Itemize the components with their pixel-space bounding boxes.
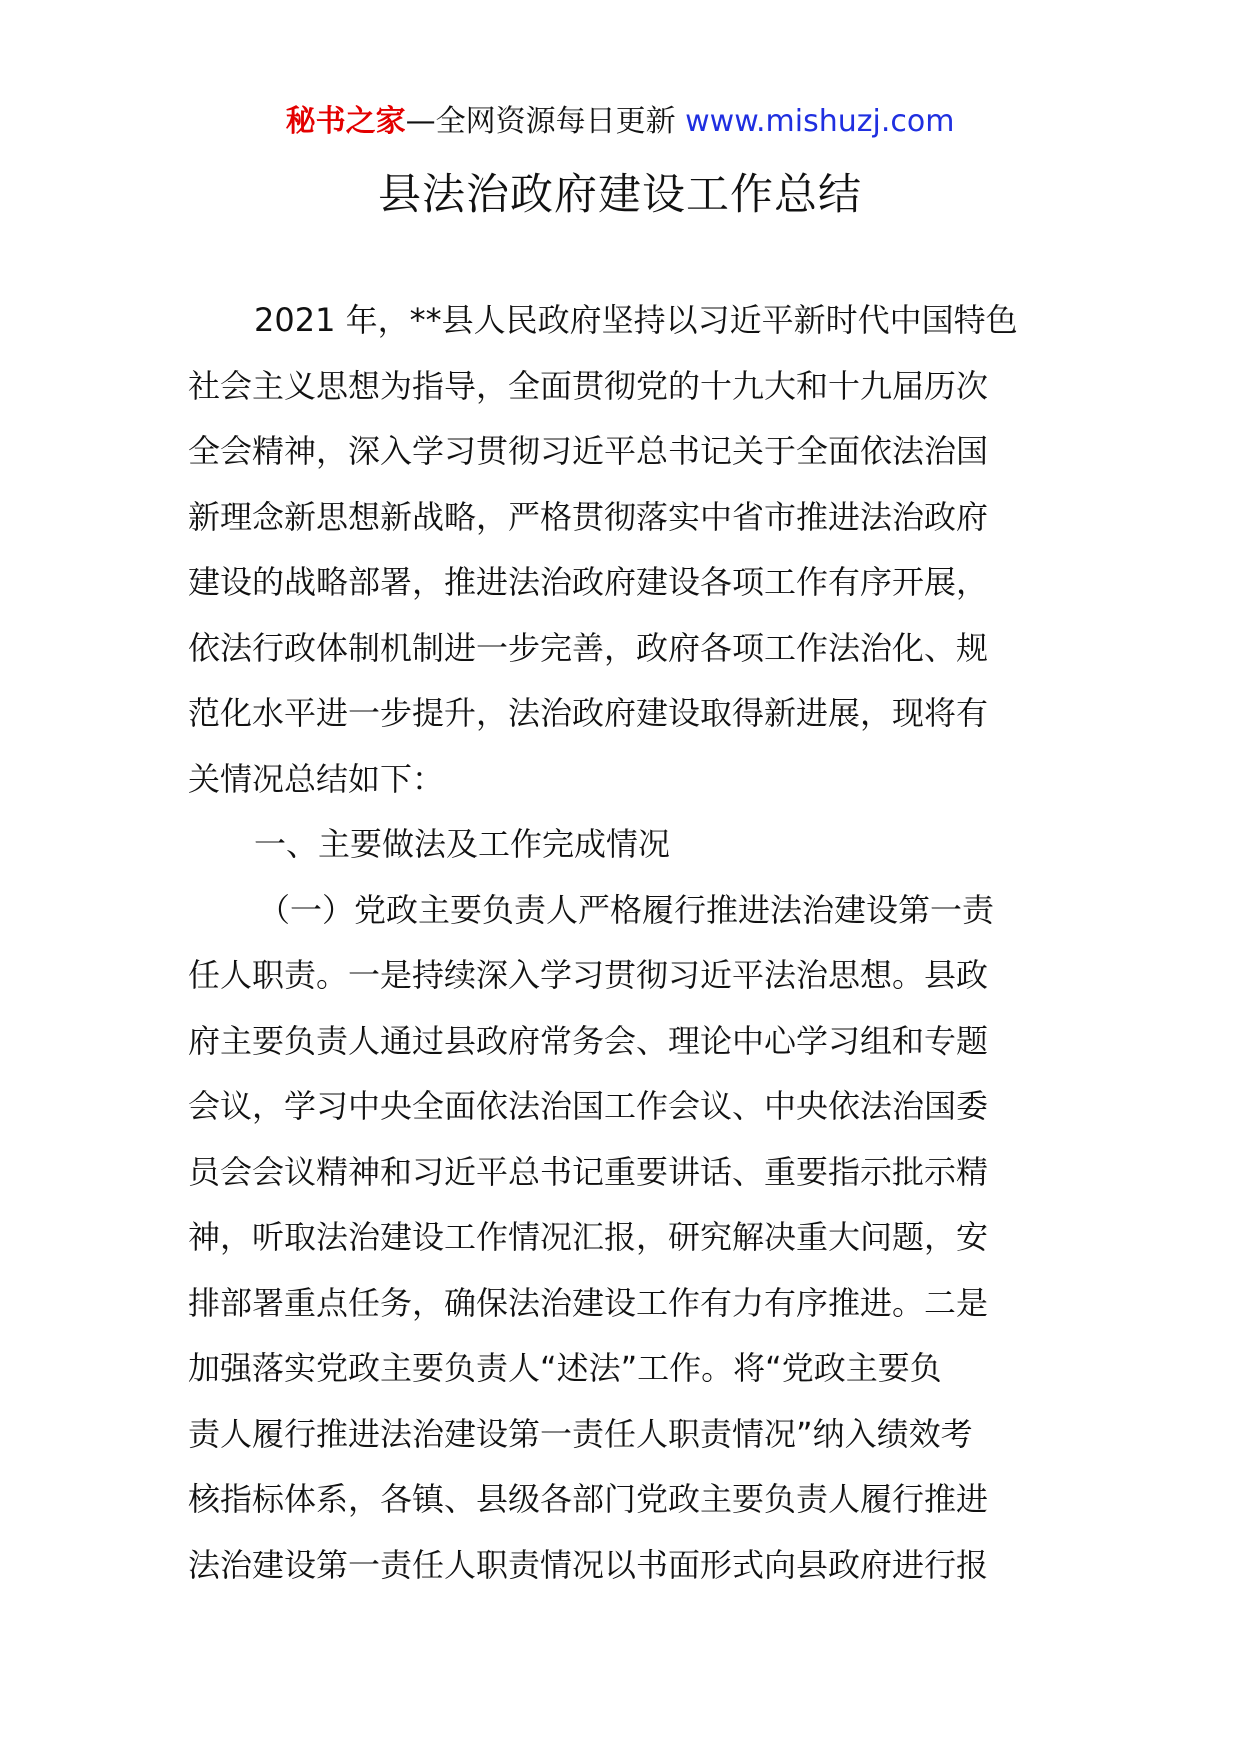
paragraph-line: 员会会议精神和习近平总书记重要讲话、重要指示批示精 (188, 1152, 989, 1191)
site-banner (0, 100, 1240, 144)
paragraph-line: 依法行政体制机制进一步完善，政府各项工作法治化、规 (188, 628, 989, 667)
paragraph-line: 建设的战略部署，推进法治政府建设各项工作有序开展， (188, 563, 989, 601)
document-title: 县法治政府建设工作总结 (378, 170, 862, 220)
paragraph-line: 任人职责。一是持续深入学习贯彻习近平法治思想。县政 (188, 956, 989, 994)
site-url-link[interactable]: www.mishuzj.com (685, 104, 955, 139)
banner-slogan: —全网资源每日更新 (405, 104, 686, 139)
paragraph-line: 会议，学习中央全面依法治国工作会议、中央依法治国委 (188, 1087, 989, 1125)
document-body (188, 288, 1048, 1598)
paragraph-line: （一）党政主要负责人严格履行推进法治建设第一责 (258, 890, 995, 929)
paragraph-line: 新理念新思想新战略，严格贯彻落实中省市推进法治政府 (188, 497, 989, 536)
paragraph-line: 核指标体系，各镇、县级各部门党政主要负责人履行推进 (188, 1480, 989, 1518)
paragraph-line: 全会精神，深入学习贯彻习近平总书记关于全面依法治国 (188, 432, 989, 470)
paragraph-line: 范化水平进一步提升，法治政府建设取得新进展，现将有 (188, 694, 989, 732)
paragraph-line: 法治建设第一责任人职责情况以书面形式向县政府进行报 (188, 1545, 989, 1584)
paragraph-line: 府主要负责人通过县政府常务会、理论中心学习组和专题 (188, 1021, 989, 1060)
section-heading: 一、主要做法及工作完成情况 (254, 825, 671, 863)
paragraph-line: 加强落实党政主要负责人“述法”工作。将“党政主要负 (188, 1349, 942, 1387)
paragraph-line: 排部署重点任务，确保法治建设工作有力有序推进。二是 (188, 1283, 989, 1322)
brand-name: 秘书之家 (285, 104, 406, 139)
paragraph-line: 社会主义思想为指导，全面贯彻党的十九大和十九届历次 (188, 366, 989, 405)
paragraph-line: 责人履行推进法治建设第一责任人职责情况”纳入绩效考 (188, 1414, 973, 1453)
paragraph-line: 关情况总结如下： (188, 759, 445, 798)
paragraph-line: 2021 年，**县人民政府坚持以习近平新时代中国特色 (254, 301, 1018, 339)
paragraph-line: 神，听取法治建设工作情况汇报，研究解决重大问题，安 (188, 1218, 989, 1256)
